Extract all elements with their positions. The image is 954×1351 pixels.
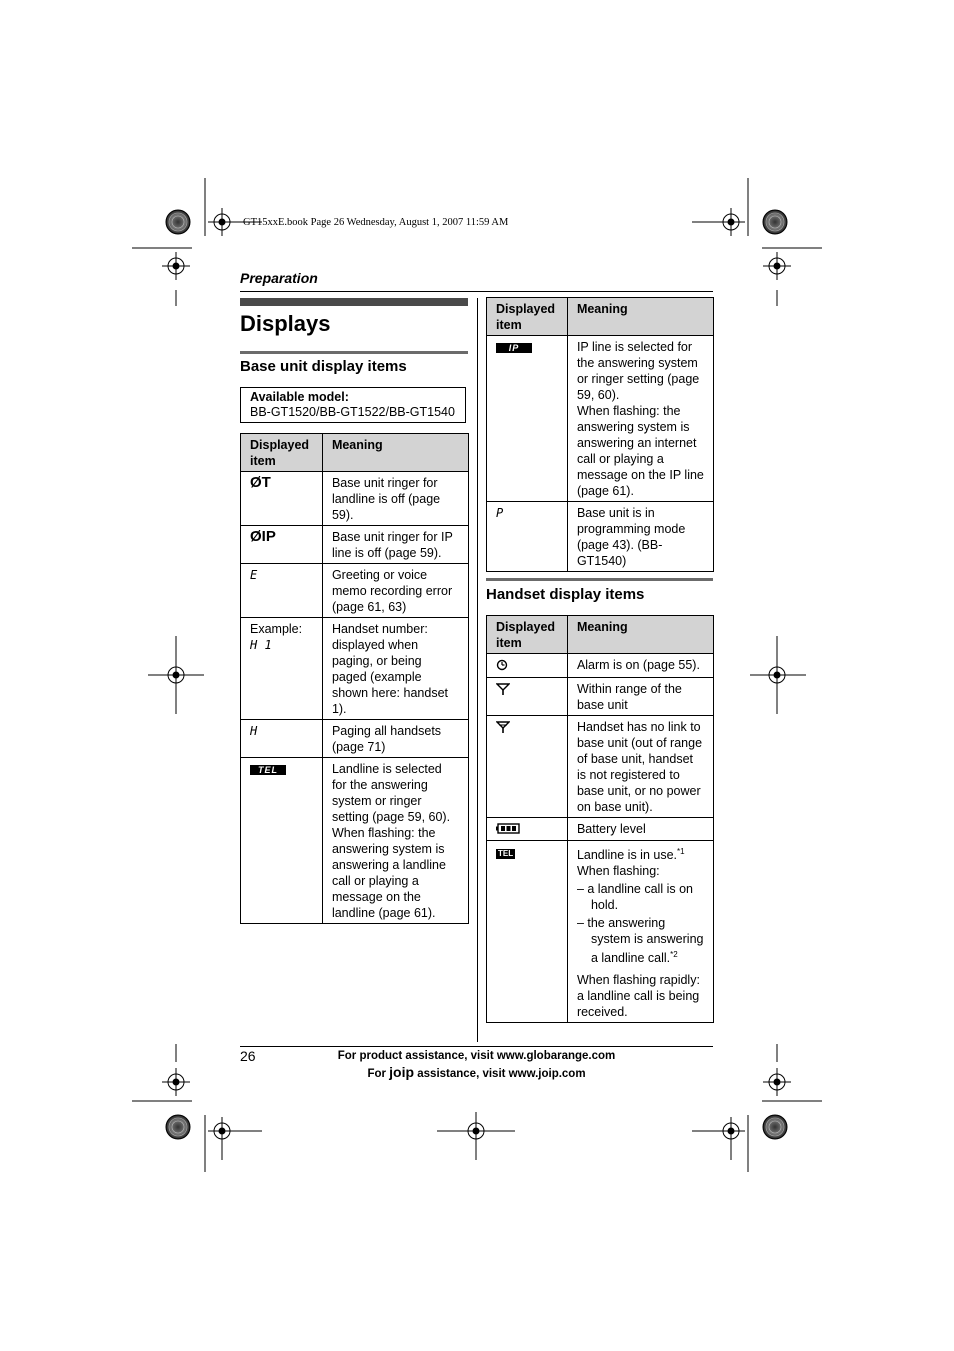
- footer-post: assistance, visit www.joip.com: [414, 1068, 586, 1080]
- list-item: [577, 915, 704, 966]
- handset-heading: Handset display items: [486, 586, 645, 603]
- handset-display-table: [486, 615, 714, 1023]
- col-displayed-item: Displayed item: [487, 616, 568, 654]
- available-models: BB-GT1520/BB-GT1522/BB-GT1540: [250, 405, 455, 419]
- table-row: [241, 720, 469, 758]
- table-header-row: [241, 434, 469, 472]
- row-meaning: Handset number: displayed when paging, or being paged (example shown here: handset 1).: [322, 618, 468, 720]
- battery-icon: [496, 823, 520, 834]
- list-item: – a landline call is on hold.: [576, 882, 693, 913]
- col-meaning: Meaning: [322, 434, 468, 472]
- table-header-row: [487, 616, 714, 654]
- programming-mode-icon: P: [496, 506, 504, 520]
- heading-bar-handset: [486, 578, 713, 581]
- table-row: [487, 336, 714, 502]
- tel-line2: When flashing:: [576, 864, 660, 879]
- available-model-box: [240, 387, 466, 423]
- table-row: [487, 818, 714, 841]
- footer-line1: For product assistance, visit www.globarange.com: [337, 1050, 616, 1062]
- table-row: [487, 841, 714, 1023]
- ip-icon: IP: [496, 343, 532, 353]
- footnote-ref-2: *2: [670, 950, 678, 960]
- table-row: [487, 716, 714, 818]
- footer-rule: [240, 1046, 713, 1047]
- example-label: Example:: [250, 622, 303, 636]
- book-header: GT15xxE.book Page 26 Wednesday, August 1, 2007 11:59 AM: [243, 217, 509, 228]
- footer: [240, 1048, 713, 1082]
- handset-number-icon: H 1: [250, 638, 272, 652]
- paging-all-icon: H: [250, 724, 258, 738]
- row-meaning: Base unit is in programming mode (page 43). (BB-GT1540): [567, 502, 713, 572]
- table-row: [241, 618, 469, 720]
- row-meaning: [567, 841, 713, 1023]
- row-meaning: Handset has no link to base unit (out of range of base unit, handset is not registered to base unit, or no power on base unit).: [567, 716, 713, 818]
- joip-logo: joip: [389, 1064, 415, 1080]
- antenna-icon: [496, 683, 510, 695]
- table-row: [487, 654, 714, 678]
- table-row: [487, 678, 714, 716]
- alarm-clock-icon: [496, 659, 508, 671]
- ringer-off-ip-icon: ØIP: [250, 528, 276, 545]
- column-divider: [477, 298, 478, 1042]
- base-display-table-continued: [486, 297, 714, 572]
- tel-bullets: [577, 881, 704, 966]
- heading-bar-base: [240, 351, 468, 354]
- base-heading: Base unit display items: [240, 358, 407, 375]
- section-rule: [240, 291, 713, 292]
- col-meaning: Meaning: [567, 616, 713, 654]
- base-display-table: [240, 433, 469, 924]
- table-row: [487, 502, 714, 572]
- page-number: 26: [240, 1048, 256, 1064]
- tel-line3: When flashing rapidly: a landline call is being received.: [576, 973, 700, 1020]
- title-bar: [240, 298, 468, 306]
- table-header-row: [487, 298, 714, 336]
- row-meaning: Base unit ringer for landline is off (page 59).: [322, 472, 468, 526]
- row-meaning: IP line is selected for the answering system or ringer setting (page 59, 60). When flashing: the answering system is answering an internet call or playing a message on the IP line (page 61).: [567, 336, 713, 502]
- section-title: Preparation: [240, 270, 318, 286]
- row-meaning: Battery level: [567, 818, 713, 841]
- col-displayed-item: Displayed item: [487, 298, 568, 336]
- tel-icon: TEL: [250, 765, 286, 775]
- table-row: [241, 472, 469, 526]
- error-e-icon: E: [250, 568, 258, 582]
- tel-line1: Landline is in use.: [576, 848, 678, 863]
- row-meaning: Landline is selected for the answering system or ringer setting (page 59, 60). When flashing: the answering system is answering a landline call or playing a message on the landline (page 61).: [322, 758, 468, 924]
- row-meaning: Within range of the base unit: [567, 678, 713, 716]
- antenna-flashing-icon: [496, 721, 510, 733]
- table-row: [241, 564, 469, 618]
- col-displayed-item: Displayed item: [241, 434, 323, 472]
- footer-line2: [240, 1064, 713, 1082]
- row-meaning: Base unit ringer for IP line is off (page 59).: [322, 526, 468, 564]
- tel-icon: TEL: [498, 849, 514, 858]
- footer-pre: For: [367, 1068, 390, 1080]
- col-meaning: Meaning: [567, 298, 713, 336]
- ringer-off-landline-icon: ØT: [250, 474, 271, 491]
- row-meaning: Greeting or voice memo recording error (page 61, 63): [322, 564, 468, 618]
- footnote-ref-1: *1: [677, 847, 685, 856]
- available-label: Available model:: [250, 390, 349, 404]
- page-title: Displays: [240, 311, 331, 336]
- row-meaning: Paging all handsets (page 71): [322, 720, 468, 758]
- row-meaning: Alarm is on (page 55).: [567, 654, 713, 678]
- table-row: [241, 758, 469, 924]
- bullet2-text: – the answering system is answering a landline call.: [576, 916, 704, 966]
- table-row: [241, 526, 469, 564]
